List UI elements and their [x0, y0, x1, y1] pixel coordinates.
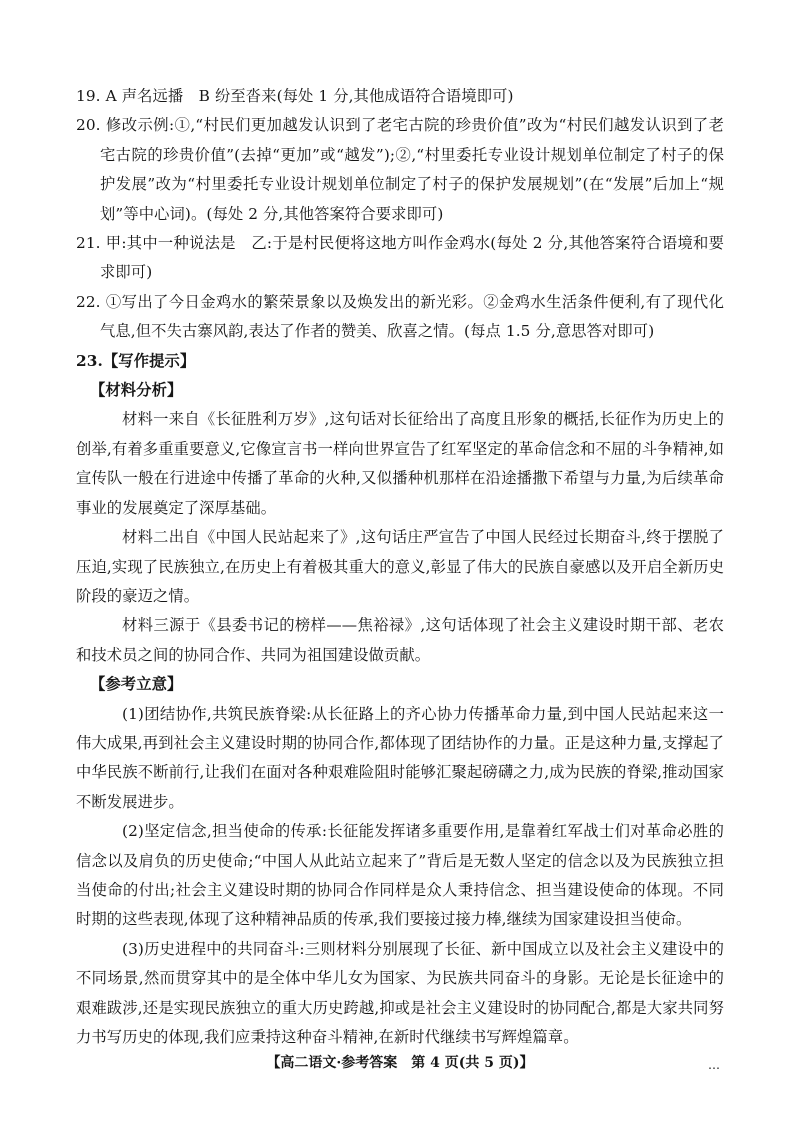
idea-two: (2)坚定信念,担当使命的传承:长征能发挥诸多重要作用,是靠着红军战士们对革命必胜的信念以及肩负的历史使命;“中国人从此站立起来了”背后是无数人坚定的信念以及为民族独立担当使命的付出;社会主义建设时期的协同合作同样是众人秉持信念、担当建设使命的体现。不同时期的这些表现,体现了这种精神品质的传承,我们要接过接力棒,继续为国家建设担当使命。	[76, 822, 724, 929]
material-three: 材料三源于《县委书记的榜样——焦裕禄》,这句话体现了社会主义建设时期干部、老农和技术员之间的协同合作、共同为祖国建设做贡献。	[76, 616, 724, 664]
answer-content	[76, 82, 724, 1052]
idea-three: (3)历史进程中的共同奋斗:三则材料分别展现了长征、新中国成立以及社会主义建设中的不同场景,然而贯穿其中的是全体中华儿女为国家、为民族共同奋斗的身影。无论是长征途中的艰难跋涉,还是实现民族独立的重大历史跨越,抑或是社会主义建设时的协同配合,都是大家共同努力书写历史的体现,我们应秉持这种奋斗精神,在新时代继续书写辉煌篇章。	[76, 939, 724, 1046]
page-footer: 【高二语文·参考答案 第 4 页(共 5 页)】	[266, 1055, 534, 1071]
answer-19: 19. A 声名远播 B 纷至沓来(每处 1 分,其他成语符合语境即可)	[76, 87, 514, 105]
answer-23-heading: 23.【写作提示】	[76, 351, 196, 370]
answer-21: 21. 甲:其中一种说法是 乙:于是村民便将这地方叫作金鸡水(每处 2 分,其他答案符合语境和要求即可)	[76, 234, 724, 282]
answer-20: 20. 修改示例:①,“村民们更加越发认识到了老宅古院的珍贵价值”改为“村民们越发认识到了老宅古院的珍贵价值”(去掉“更加”或“越发”);②,“村里委托专业设计规划单位制定了村子的保护发展”改为“村里委托专业设计规划单位制定了村子的保护发展规划”(在“发展”后加上“规划”等中心词)。(每处 2 分,其他答案符合要求即可)	[76, 116, 724, 223]
corner-mark: …	[708, 1058, 720, 1072]
idea-one: (1)团结协作,共筑民族脊梁:从长征路上的齐心协力传播革命力量,到中国人民站起来这一伟大成果,再到社会主义建设时期的协同合作,都体现了团结协作的力量。正是这种力量,支撑起了中华民族不断前行,让我们在面对各种艰难险阻时能够汇聚起磅礴之力,成为民族的脊梁,推动国家不断发展进步。	[76, 704, 724, 811]
reference-ideas-heading: 【参考立意】	[90, 675, 183, 694]
material-two: 材料二出自《中国人民站起来了》,这句话庄严宣告了中国人民经过长期奋斗,终于摆脱了压迫,实现了民族独立,在历史上有着极其重大的意义,彰显了伟大的民族自豪感以及开启全新历史阶段的豪迈之情。	[76, 528, 724, 605]
answer-22: 22. ①写出了今日金鸡水的繁荣景象以及焕发出的新光彩。②金鸡水生活条件便利,有了现代化气息,但不失古寨风韵,表达了作者的赞美、欣喜之情。(每点 1.5 分,意思答对即可)	[76, 292, 724, 341]
material-analysis-heading: 【材料分析】	[90, 381, 183, 400]
material-one: 材料一来自《长征胜利万岁》,这句话对长征给出了高度且形象的概括,长征作为历史上的创举,有着多重重要意义,它像宣言书一样向世界宣告了红军坚定的革命信念和不屈的斗争精神,如宣传队一般在行进途中传播了革命的火种,又似播种机那样在沿途播撒下希望与力量,为后续革命事业的发展奠定了深厚基础。	[76, 410, 724, 517]
